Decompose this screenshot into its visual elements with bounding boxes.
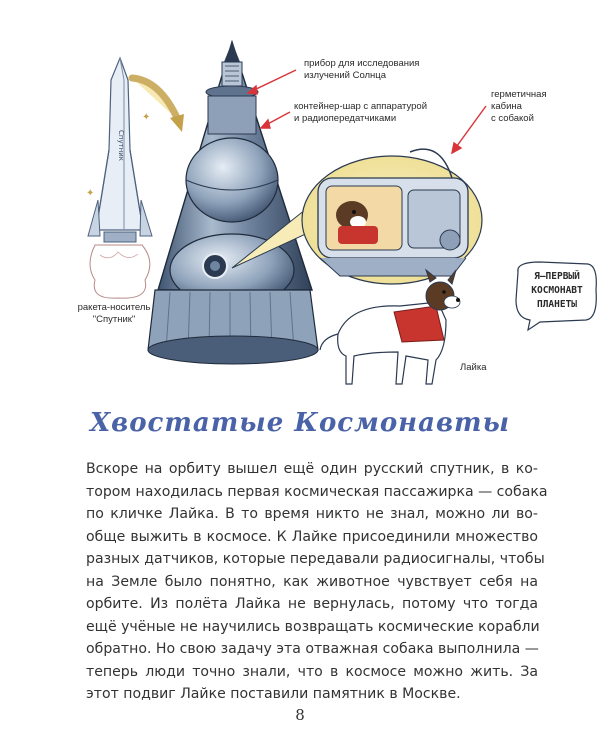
svg-text:✦: ✦ [86,188,95,199]
text-line: теперь люди точно знали, что в космосе можно жить. За [86,663,538,680]
callout-rocket-carrier: ракета-носитель "Спутник" [77,302,151,325]
page-number: 8 [295,706,305,724]
speech-bubble-text: Я—ПЕРВЫЙ КОСМОНАВТ ПЛАНЕТЫ [531,271,583,310]
rocket-body-label: Спутник [117,130,125,162]
laika-dog-drawing [320,270,460,384]
callout-sun-instrument: прибор для исследования излучений Солнца [304,58,420,81]
body-paragraph [86,458,548,706]
callout-laika: Лайка [460,362,487,373]
rocket-carrier-drawing [88,58,152,298]
sparkle-icon: ✦ [142,112,151,123]
pointer-arrow [132,78,178,120]
text-line: орбите. Из полёта Лайка не вернулась, потому что тогда [86,596,538,612]
text-line: обще выжить в космосе. К Лайке присоединили множество [86,528,538,545]
text-line: этот подвиг Лайке поставили памятник в Москве. [86,686,461,702]
page-title: Хвостатые Космонавты [89,408,511,438]
text-line: Вскоре на орбиту вышел ещё один русский спутник, в ко- [86,461,538,477]
callout-sphere-container: контейнер-шар с аппаратурой и радиопередатчиками [294,101,428,124]
text-line: тором находилась первая космическая пассажирка — собака [86,483,548,500]
text-line: разных датчиков, которые передавали радиосигналы, чтобы [86,551,545,567]
text-line: обратно. Но свою задачу эта отважная собака выполнила — [86,641,539,657]
text-line: на Земле было понятно, как животное чувствует себя на [86,573,538,590]
sputnik-capsule-drawing [148,42,318,364]
text-line: по кличке Лайка. В то время никто не знал, можно ли во- [86,506,538,522]
callout-dog-cabin: герметичная кабина с собакой [491,89,547,124]
text-line: ещё учёные не научились возвращать космические корабли [86,618,540,635]
